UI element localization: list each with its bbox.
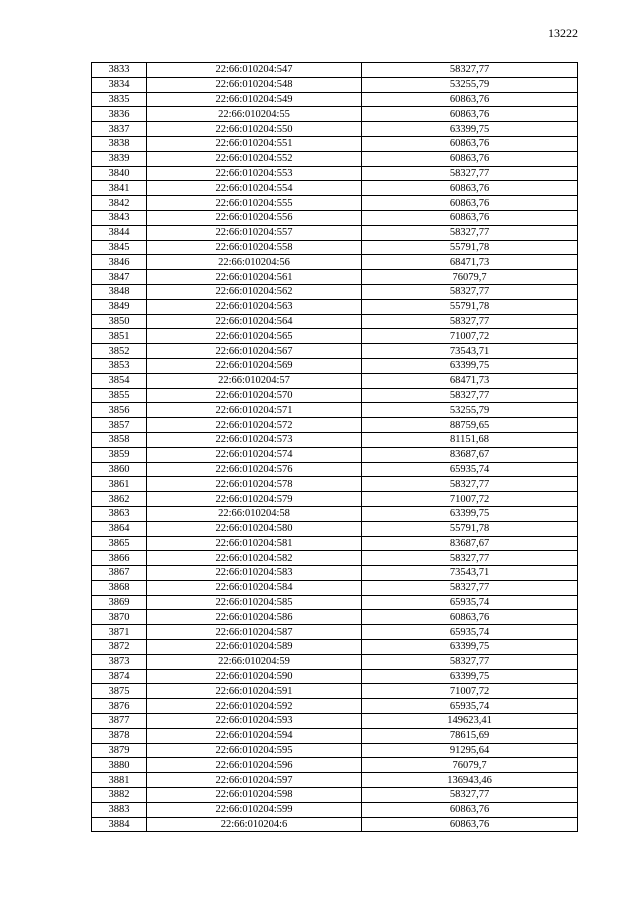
table-row xyxy=(92,477,578,492)
row-number-cell: 3876 xyxy=(92,699,147,714)
value-cell: 149623,41 xyxy=(362,714,578,729)
value-cell: 60863,76 xyxy=(362,92,578,107)
cadastral-number-cell: 22:66:010204:584 xyxy=(147,580,362,595)
table-row xyxy=(92,107,578,122)
value-cell: 65935,74 xyxy=(362,595,578,610)
row-number-cell: 3846 xyxy=(92,255,147,270)
table-row xyxy=(92,255,578,270)
cadastral-number-cell: 22:66:010204:589 xyxy=(147,640,362,655)
value-cell: 60863,76 xyxy=(362,802,578,817)
cadastral-number-cell: 22:66:010204:590 xyxy=(147,669,362,684)
cadastral-number-cell: 22:66:010204:59 xyxy=(147,654,362,669)
cadastral-number-cell: 22:66:010204:553 xyxy=(147,166,362,181)
table-row xyxy=(92,699,578,714)
value-cell: 53255,79 xyxy=(362,77,578,92)
value-cell: 73543,71 xyxy=(362,344,578,359)
table-row xyxy=(92,151,578,166)
value-cell: 71007,72 xyxy=(362,684,578,699)
value-cell: 60863,76 xyxy=(362,151,578,166)
table-row xyxy=(92,802,578,817)
row-number-cell: 3863 xyxy=(92,506,147,521)
table-row xyxy=(92,728,578,743)
value-cell: 55791,78 xyxy=(362,240,578,255)
row-number-cell: 3882 xyxy=(92,788,147,803)
row-number-cell: 3870 xyxy=(92,610,147,625)
cadastral-number-cell: 22:66:010204:574 xyxy=(147,447,362,462)
row-number-cell: 3875 xyxy=(92,684,147,699)
table-row xyxy=(92,314,578,329)
cadastral-number-cell: 22:66:010204:549 xyxy=(147,92,362,107)
cadastral-number-cell: 22:66:010204:558 xyxy=(147,240,362,255)
value-cell: 55791,78 xyxy=(362,299,578,314)
cadastral-number-cell: 22:66:010204:591 xyxy=(147,684,362,699)
value-cell: 63399,75 xyxy=(362,358,578,373)
value-cell: 73543,71 xyxy=(362,566,578,581)
row-number-cell: 3881 xyxy=(92,773,147,788)
row-number-cell: 3862 xyxy=(92,492,147,507)
table-row xyxy=(92,432,578,447)
cadastral-number-cell: 22:66:010204:56 xyxy=(147,255,362,270)
cadastral-number-cell: 22:66:010204:595 xyxy=(147,743,362,758)
row-number-cell: 3858 xyxy=(92,432,147,447)
table-row xyxy=(92,669,578,684)
table-row xyxy=(92,551,578,566)
cadastral-number-cell: 22:66:010204:55 xyxy=(147,107,362,122)
row-number-cell: 3868 xyxy=(92,580,147,595)
table-row xyxy=(92,743,578,758)
value-cell: 58327,77 xyxy=(362,63,578,78)
table-row xyxy=(92,210,578,225)
cadastral-number-cell: 22:66:010204:576 xyxy=(147,462,362,477)
value-cell: 88759,65 xyxy=(362,418,578,433)
row-number-cell: 3854 xyxy=(92,373,147,388)
value-cell: 63399,75 xyxy=(362,506,578,521)
row-number-cell: 3839 xyxy=(92,151,147,166)
row-number-cell: 3877 xyxy=(92,714,147,729)
cadastral-number-cell: 22:66:010204:557 xyxy=(147,225,362,240)
row-number-cell: 3879 xyxy=(92,743,147,758)
table-row xyxy=(92,63,578,78)
table-row xyxy=(92,92,578,107)
cadastral-number-cell: 22:66:010204:547 xyxy=(147,63,362,78)
row-number-cell: 3864 xyxy=(92,521,147,536)
table-row xyxy=(92,640,578,655)
cadastral-number-cell: 22:66:010204:573 xyxy=(147,432,362,447)
value-cell: 58327,77 xyxy=(362,654,578,669)
row-number-cell: 3835 xyxy=(92,92,147,107)
table-row xyxy=(92,418,578,433)
cadastral-number-cell: 22:66:010204:585 xyxy=(147,595,362,610)
table-row xyxy=(92,77,578,92)
value-cell: 83687,67 xyxy=(362,447,578,462)
row-number-cell: 3833 xyxy=(92,63,147,78)
cadastral-number-cell: 22:66:010204:6 xyxy=(147,817,362,832)
value-cell: 60863,76 xyxy=(362,610,578,625)
value-cell: 53255,79 xyxy=(362,403,578,418)
cadastral-number-cell: 22:66:010204:57 xyxy=(147,373,362,388)
row-number-cell: 3859 xyxy=(92,447,147,462)
row-number-cell: 3865 xyxy=(92,536,147,551)
cadastral-number-cell: 22:66:010204:571 xyxy=(147,403,362,418)
row-number-cell: 3843 xyxy=(92,210,147,225)
row-number-cell: 3847 xyxy=(92,270,147,285)
cadastral-number-cell: 22:66:010204:579 xyxy=(147,492,362,507)
table-row xyxy=(92,196,578,211)
table-row xyxy=(92,284,578,299)
cadastral-number-cell: 22:66:010204:562 xyxy=(147,284,362,299)
cadastral-number-cell: 22:66:010204:580 xyxy=(147,521,362,536)
table-row xyxy=(92,373,578,388)
row-number-cell: 3840 xyxy=(92,166,147,181)
value-cell: 60863,76 xyxy=(362,817,578,832)
value-cell: 58327,77 xyxy=(362,284,578,299)
value-cell: 60863,76 xyxy=(362,196,578,211)
table-row xyxy=(92,758,578,773)
row-number-cell: 3849 xyxy=(92,299,147,314)
table-row xyxy=(92,610,578,625)
row-number-cell: 3866 xyxy=(92,551,147,566)
cadastral-number-cell: 22:66:010204:583 xyxy=(147,566,362,581)
table-row xyxy=(92,714,578,729)
table-row xyxy=(92,225,578,240)
row-number-cell: 3869 xyxy=(92,595,147,610)
cadastral-number-cell: 22:66:010204:593 xyxy=(147,714,362,729)
cadastral-number-cell: 22:66:010204:556 xyxy=(147,210,362,225)
cadastral-value-table xyxy=(91,62,578,832)
value-cell: 81151,68 xyxy=(362,432,578,447)
value-cell: 60863,76 xyxy=(362,136,578,151)
cadastral-number-cell: 22:66:010204:554 xyxy=(147,181,362,196)
table-row xyxy=(92,240,578,255)
cadastral-number-cell: 22:66:010204:581 xyxy=(147,536,362,551)
row-number-cell: 3845 xyxy=(92,240,147,255)
cadastral-number-cell: 22:66:010204:599 xyxy=(147,802,362,817)
row-number-cell: 3880 xyxy=(92,758,147,773)
value-cell: 91295,64 xyxy=(362,743,578,758)
table-row xyxy=(92,625,578,640)
value-cell: 58327,77 xyxy=(362,788,578,803)
cadastral-number-cell: 22:66:010204:594 xyxy=(147,728,362,743)
row-number-cell: 3844 xyxy=(92,225,147,240)
cadastral-number-cell: 22:66:010204:561 xyxy=(147,270,362,285)
cadastral-number-cell: 22:66:010204:586 xyxy=(147,610,362,625)
row-number-cell: 3874 xyxy=(92,669,147,684)
cadastral-number-cell: 22:66:010204:567 xyxy=(147,344,362,359)
cadastral-number-cell: 22:66:010204:550 xyxy=(147,122,362,137)
table-row xyxy=(92,788,578,803)
table-body xyxy=(92,63,578,832)
value-cell: 63399,75 xyxy=(362,122,578,137)
table-row xyxy=(92,344,578,359)
row-number-cell: 3852 xyxy=(92,344,147,359)
table-row xyxy=(92,566,578,581)
row-number-cell: 3861 xyxy=(92,477,147,492)
value-cell: 58327,77 xyxy=(362,388,578,403)
cadastral-number-cell: 22:66:010204:596 xyxy=(147,758,362,773)
cadastral-number-cell: 22:66:010204:592 xyxy=(147,699,362,714)
row-number-cell: 3867 xyxy=(92,566,147,581)
value-cell: 65935,74 xyxy=(362,699,578,714)
value-cell: 76079,7 xyxy=(362,270,578,285)
value-cell: 60863,76 xyxy=(362,107,578,122)
value-cell: 58327,77 xyxy=(362,314,578,329)
cadastral-number-cell: 22:66:010204:563 xyxy=(147,299,362,314)
row-number-cell: 3857 xyxy=(92,418,147,433)
cadastral-number-cell: 22:66:010204:555 xyxy=(147,196,362,211)
cadastral-number-cell: 22:66:010204:551 xyxy=(147,136,362,151)
value-cell: 58327,77 xyxy=(362,580,578,595)
table-row xyxy=(92,462,578,477)
cadastral-number-cell: 22:66:010204:565 xyxy=(147,329,362,344)
table-row xyxy=(92,299,578,314)
cadastral-number-cell: 22:66:010204:587 xyxy=(147,625,362,640)
value-cell: 68471,73 xyxy=(362,373,578,388)
row-number-cell: 3856 xyxy=(92,403,147,418)
value-cell: 63399,75 xyxy=(362,669,578,684)
cadastral-number-cell: 22:66:010204:58 xyxy=(147,506,362,521)
value-cell: 65935,74 xyxy=(362,462,578,477)
value-cell: 68471,73 xyxy=(362,255,578,270)
page-number: 13222 xyxy=(548,26,578,40)
row-number-cell: 3842 xyxy=(92,196,147,211)
cadastral-number-cell: 22:66:010204:598 xyxy=(147,788,362,803)
table-row xyxy=(92,447,578,462)
value-cell: 58327,77 xyxy=(362,225,578,240)
row-number-cell: 3855 xyxy=(92,388,147,403)
table-row xyxy=(92,270,578,285)
table-row xyxy=(92,595,578,610)
value-cell: 63399,75 xyxy=(362,640,578,655)
value-cell: 71007,72 xyxy=(362,492,578,507)
value-cell: 58327,77 xyxy=(362,477,578,492)
value-cell: 76079,7 xyxy=(362,758,578,773)
row-number-cell: 3878 xyxy=(92,728,147,743)
value-cell: 60863,76 xyxy=(362,210,578,225)
row-number-cell: 3851 xyxy=(92,329,147,344)
table-row xyxy=(92,403,578,418)
row-number-cell: 3884 xyxy=(92,817,147,832)
table-row xyxy=(92,358,578,373)
value-cell: 55791,78 xyxy=(362,521,578,536)
table-row xyxy=(92,329,578,344)
table-row xyxy=(92,388,578,403)
table-row xyxy=(92,136,578,151)
cadastral-number-cell: 22:66:010204:582 xyxy=(147,551,362,566)
row-number-cell: 3873 xyxy=(92,654,147,669)
table-row xyxy=(92,654,578,669)
cadastral-number-cell: 22:66:010204:572 xyxy=(147,418,362,433)
row-number-cell: 3871 xyxy=(92,625,147,640)
row-number-cell: 3836 xyxy=(92,107,147,122)
table-row xyxy=(92,166,578,181)
row-number-cell: 3841 xyxy=(92,181,147,196)
row-number-cell: 3860 xyxy=(92,462,147,477)
cadastral-number-cell: 22:66:010204:552 xyxy=(147,151,362,166)
table-row xyxy=(92,506,578,521)
value-cell: 136943,46 xyxy=(362,773,578,788)
cadastral-number-cell: 22:66:010204:597 xyxy=(147,773,362,788)
value-cell: 58327,77 xyxy=(362,166,578,181)
table-row xyxy=(92,181,578,196)
table-row xyxy=(92,122,578,137)
table-row xyxy=(92,684,578,699)
row-number-cell: 3850 xyxy=(92,314,147,329)
cadastral-number-cell: 22:66:010204:548 xyxy=(147,77,362,92)
value-cell: 60863,76 xyxy=(362,181,578,196)
value-cell: 78615,69 xyxy=(362,728,578,743)
cadastral-number-cell: 22:66:010204:578 xyxy=(147,477,362,492)
value-cell: 65935,74 xyxy=(362,625,578,640)
row-number-cell: 3838 xyxy=(92,136,147,151)
row-number-cell: 3853 xyxy=(92,358,147,373)
table-row xyxy=(92,492,578,507)
table-row xyxy=(92,536,578,551)
value-cell: 83687,67 xyxy=(362,536,578,551)
table-row xyxy=(92,817,578,832)
value-cell: 58327,77 xyxy=(362,551,578,566)
row-number-cell: 3872 xyxy=(92,640,147,655)
cadastral-number-cell: 22:66:010204:570 xyxy=(147,388,362,403)
table-row xyxy=(92,580,578,595)
table-row xyxy=(92,773,578,788)
row-number-cell: 3834 xyxy=(92,77,147,92)
row-number-cell: 3848 xyxy=(92,284,147,299)
cadastral-number-cell: 22:66:010204:564 xyxy=(147,314,362,329)
value-cell: 71007,72 xyxy=(362,329,578,344)
row-number-cell: 3883 xyxy=(92,802,147,817)
table-row xyxy=(92,521,578,536)
cadastral-number-cell: 22:66:010204:569 xyxy=(147,358,362,373)
row-number-cell: 3837 xyxy=(92,122,147,137)
